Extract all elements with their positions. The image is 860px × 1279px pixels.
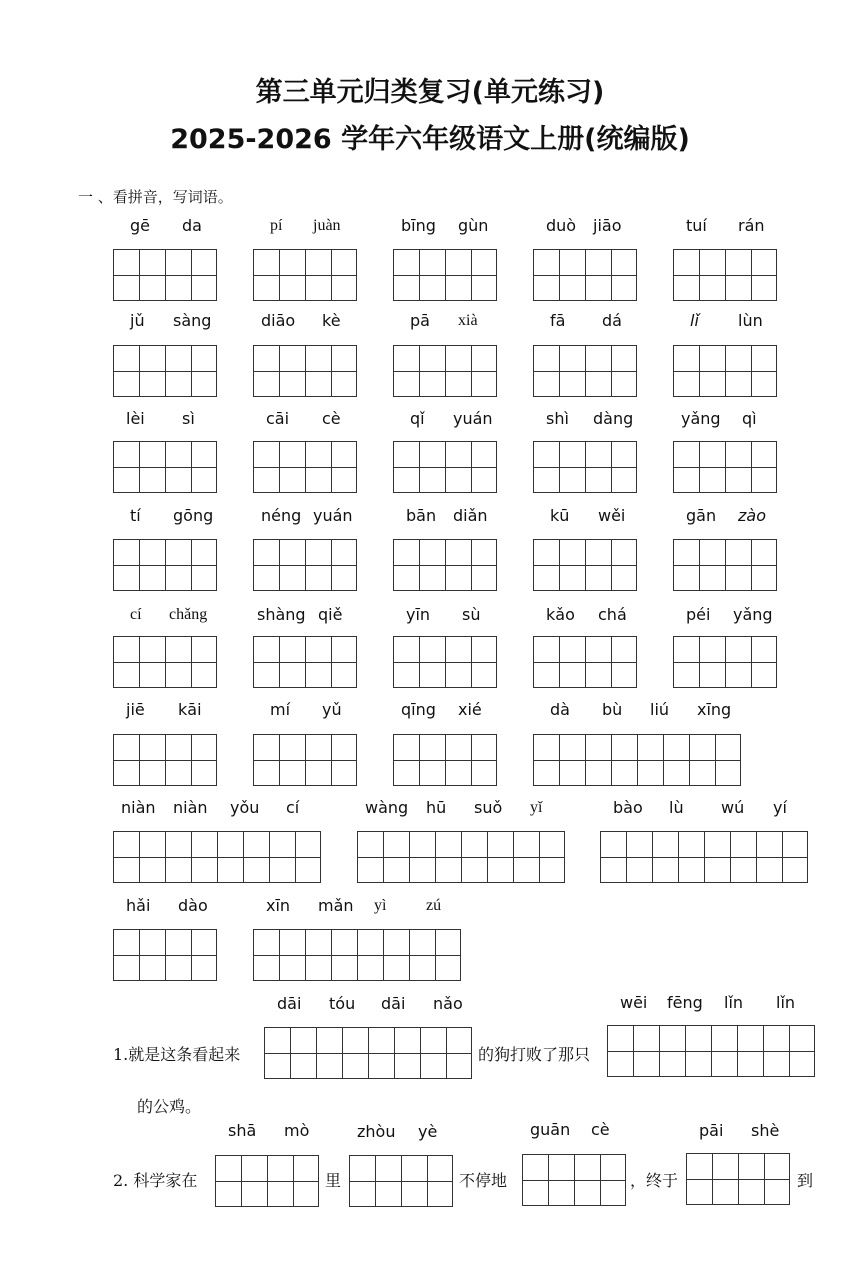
grid-divider [534, 662, 636, 663]
pinyin-syllable: shā [228, 1121, 257, 1140]
writing-grid[interactable] [253, 345, 357, 397]
pinyin-syllable: diāo [261, 311, 296, 330]
sentence-2-text-2: 不停地 [459, 1171, 508, 1190]
sentence-2-text-4: 到 [797, 1171, 814, 1190]
pinyin-syllable: qǐ [410, 409, 425, 428]
pinyin-syllable: jiē [126, 700, 145, 719]
writing-grid[interactable] [215, 1155, 319, 1207]
grid-divider [254, 371, 356, 372]
writing-grid[interactable] [673, 441, 777, 493]
pinyin-syllable: qiě [318, 605, 343, 624]
pinyin-syllable: lù [669, 798, 684, 817]
grid-divider [265, 1053, 471, 1054]
pinyin-syllable: wěi [598, 506, 626, 525]
pinyin-syllable: qì [742, 409, 757, 428]
pinyin-syllable: néng [261, 506, 302, 525]
writing-grid[interactable] [113, 734, 217, 786]
writing-grid[interactable] [113, 831, 321, 883]
pinyin-syllable: bào [613, 798, 643, 817]
pinyin-syllable: mí [270, 700, 291, 719]
grid-divider [674, 371, 776, 372]
pinyin-syllable: kāi [178, 700, 202, 719]
pinyin-syllable: dào [178, 896, 208, 915]
writing-grid[interactable] [113, 441, 217, 493]
pinyin-syllable: rán [738, 216, 765, 235]
pinyin-syllable: lùn [738, 311, 763, 330]
pinyin-syllable: lǐn [776, 993, 796, 1012]
writing-grid[interactable] [113, 345, 217, 397]
grid-divider [394, 565, 496, 566]
pinyin-syllable: jǔ [130, 311, 145, 330]
writing-grid[interactable] [533, 441, 637, 493]
writing-grid[interactable] [673, 636, 777, 688]
page-subtitle: 2025-2026 学年六年级语文上册(统编版) [170, 124, 690, 155]
pinyin-syllable: tí [130, 506, 141, 525]
writing-grid[interactable] [533, 345, 637, 397]
pinyin-syllable: shì [546, 409, 569, 428]
pinyin-syllable: niàn [173, 798, 208, 817]
writing-grid[interactable] [393, 249, 497, 301]
pinyin-syllable: gān [686, 506, 717, 525]
grid-divider [674, 662, 776, 663]
writing-grid[interactable] [253, 249, 357, 301]
pinyin-syllable: xié [458, 700, 482, 719]
pinyin-syllable: cāi [266, 409, 290, 428]
pinyin-syllable: dá [602, 311, 622, 330]
pinyin-syllable: chá [598, 605, 627, 624]
section-heading: 一 、看拼音，写词语。 [78, 188, 233, 206]
pinyin-syllable: dàng [593, 409, 634, 428]
pinyin-syllable: yè [418, 1122, 438, 1141]
pinyin-syllable: bān [406, 506, 437, 525]
pinyin-syllable: dà [550, 700, 570, 719]
sentence-1-tail: 的公鸡。 [137, 1097, 202, 1116]
writing-grid[interactable] [673, 249, 777, 301]
pinyin-syllable: yuán [313, 506, 353, 525]
writing-grid[interactable] [673, 345, 777, 397]
writing-grid[interactable] [113, 929, 217, 981]
grid-divider [394, 760, 496, 761]
writing-grid[interactable] [253, 734, 357, 786]
pinyin-syllable: fā [550, 311, 566, 330]
grid-divider [674, 275, 776, 276]
pinyin-syllable: tóu [329, 994, 356, 1013]
pinyin-syllable: dāi [381, 994, 406, 1013]
pinyin-syllable: mò [284, 1121, 310, 1140]
writing-grid[interactable] [113, 636, 217, 688]
sentence-1-prefix: 1.就是这条看起来 [113, 1045, 241, 1064]
pinyin-syllable: wàng [365, 798, 409, 817]
pinyin-syllable: xīng [697, 700, 732, 719]
pinyin-syllable: cí [286, 798, 300, 817]
pinyin-syllable: wú [721, 798, 745, 817]
writing-grid[interactable] [113, 249, 217, 301]
writing-grid[interactable] [357, 831, 565, 883]
pinyin-syllable: lǐ [690, 311, 699, 330]
grid-divider [114, 565, 216, 566]
grid-divider [534, 371, 636, 372]
grid-divider [114, 662, 216, 663]
grid-divider [601, 857, 807, 858]
writing-grid[interactable] [253, 539, 357, 591]
grid-divider [114, 955, 216, 956]
writing-grid[interactable] [533, 734, 741, 786]
grid-divider [254, 662, 356, 663]
writing-grid[interactable] [393, 539, 497, 591]
pinyin-syllable: gùn [458, 216, 489, 235]
pinyin-syllable: suǒ [474, 798, 503, 817]
pinyin-syllable: cè [591, 1120, 610, 1139]
grid-divider [254, 467, 356, 468]
writing-grid[interactable] [533, 539, 637, 591]
grid-divider [394, 467, 496, 468]
writing-grid[interactable] [349, 1155, 453, 1207]
pinyin-syllable: yǎng [733, 605, 773, 624]
pinyin-syllable: diǎn [453, 506, 488, 525]
pinyin-syllable: gē [130, 216, 150, 235]
sentence-2-prefix: 2. 科学家在 [113, 1171, 198, 1190]
writing-grid[interactable] [533, 249, 637, 301]
writing-grid[interactable] [522, 1154, 626, 1206]
grid-divider [394, 275, 496, 276]
pinyin-syllable: dāi [277, 994, 302, 1013]
grid-divider [534, 565, 636, 566]
pinyin-syllable: chǎng [169, 606, 208, 623]
pinyin-syllable: xià [458, 312, 478, 329]
grid-divider [358, 857, 564, 858]
pinyin-syllable: pí [270, 217, 283, 234]
sentence-1-mid: 的狗打败了那只 [478, 1045, 591, 1064]
pinyin-syllable: lèi [126, 409, 145, 428]
grid-divider [350, 1181, 452, 1182]
grid-divider [674, 565, 776, 566]
pinyin-syllable: xīn [266, 896, 291, 915]
pinyin-syllable: juàn [313, 217, 341, 234]
pinyin-syllable: kǎo [546, 605, 575, 624]
pinyin-syllable: yí [773, 798, 787, 817]
grid-divider [254, 760, 356, 761]
grid-divider [114, 275, 216, 276]
pinyin-syllable: lǐn [724, 993, 744, 1012]
grid-divider [674, 467, 776, 468]
pinyin-syllable: fēng [667, 993, 703, 1012]
grid-divider [394, 662, 496, 663]
pinyin-syllable: pā [410, 311, 430, 330]
grid-divider [534, 275, 636, 276]
page-title: 第三单元归类复习(单元练习) [255, 77, 605, 108]
writing-grid[interactable] [600, 831, 808, 883]
pinyin-syllable: sàng [173, 311, 212, 330]
pinyin-syllable: kū [550, 506, 570, 525]
pinyin-syllable: niàn [121, 798, 156, 817]
grid-divider [114, 857, 320, 858]
grid-divider [114, 371, 216, 372]
pinyin-syllable: zào [738, 506, 766, 525]
grid-divider [254, 955, 460, 956]
grid-divider [114, 760, 216, 761]
writing-grid[interactable] [393, 636, 497, 688]
writing-grid[interactable] [673, 539, 777, 591]
pinyin-syllable: shè [751, 1121, 780, 1140]
pinyin-syllable: yǎng [681, 409, 721, 428]
writing-grid[interactable] [264, 1027, 472, 1079]
grid-divider [534, 760, 740, 761]
pinyin-syllable: shàng [257, 605, 306, 624]
grid-divider [608, 1051, 814, 1052]
pinyin-syllable: zhòu [357, 1122, 396, 1141]
pinyin-syllable: hǎi [126, 896, 151, 915]
pinyin-syllable: jiāo [593, 216, 622, 235]
writing-grid[interactable] [533, 636, 637, 688]
grid-divider [254, 565, 356, 566]
pinyin-syllable: liú [650, 700, 670, 719]
pinyin-syllable: cè [322, 409, 341, 428]
pinyin-syllable: zú [426, 897, 442, 914]
grid-divider [114, 467, 216, 468]
pinyin-syllable: sù [462, 605, 481, 624]
writing-grid[interactable] [253, 441, 357, 493]
sentence-2-text-3: ，终于 [630, 1171, 679, 1190]
pinyin-syllable: hū [426, 798, 447, 817]
writing-grid[interactable] [113, 539, 217, 591]
writing-grid[interactable] [393, 734, 497, 786]
grid-divider [687, 1179, 789, 1180]
writing-grid[interactable] [686, 1153, 790, 1205]
writing-grid[interactable] [607, 1025, 815, 1077]
pinyin-syllable: bīng [401, 216, 436, 235]
pinyin-syllable: bù [602, 700, 623, 719]
writing-grid[interactable] [253, 929, 461, 981]
grid-divider [523, 1180, 625, 1181]
pinyin-syllable: duò [546, 216, 577, 235]
sentence-2-text-1: 里 [325, 1171, 342, 1190]
grid-divider [216, 1181, 318, 1182]
pinyin-syllable: wēi [620, 993, 648, 1012]
pinyin-syllable: mǎn [318, 896, 354, 915]
pinyin-syllable: qīng [401, 700, 436, 719]
grid-divider [534, 467, 636, 468]
writing-grid[interactable] [253, 636, 357, 688]
pinyin-syllable: yuán [453, 409, 493, 428]
pinyin-syllable: yǐ [530, 799, 543, 816]
writing-grid[interactable] [393, 441, 497, 493]
pinyin-syllable: sì [182, 409, 195, 428]
pinyin-syllable: guān [530, 1120, 571, 1139]
grid-divider [254, 275, 356, 276]
pinyin-syllable: tuí [686, 216, 707, 235]
writing-grid[interactable] [393, 345, 497, 397]
pinyin-syllable: pāi [699, 1121, 724, 1140]
pinyin-syllable: da [182, 216, 202, 235]
pinyin-syllable: yīn [406, 605, 431, 624]
grid-divider [394, 371, 496, 372]
pinyin-syllable: gōng [173, 506, 214, 525]
pinyin-syllable: kè [322, 311, 341, 330]
pinyin-syllable: yǔ [322, 700, 342, 719]
pinyin-syllable: yì [374, 897, 387, 914]
pinyin-syllable: nǎo [433, 994, 463, 1013]
pinyin-syllable: cí [130, 606, 142, 623]
pinyin-syllable: yǒu [230, 798, 260, 817]
pinyin-syllable: péi [686, 605, 711, 624]
